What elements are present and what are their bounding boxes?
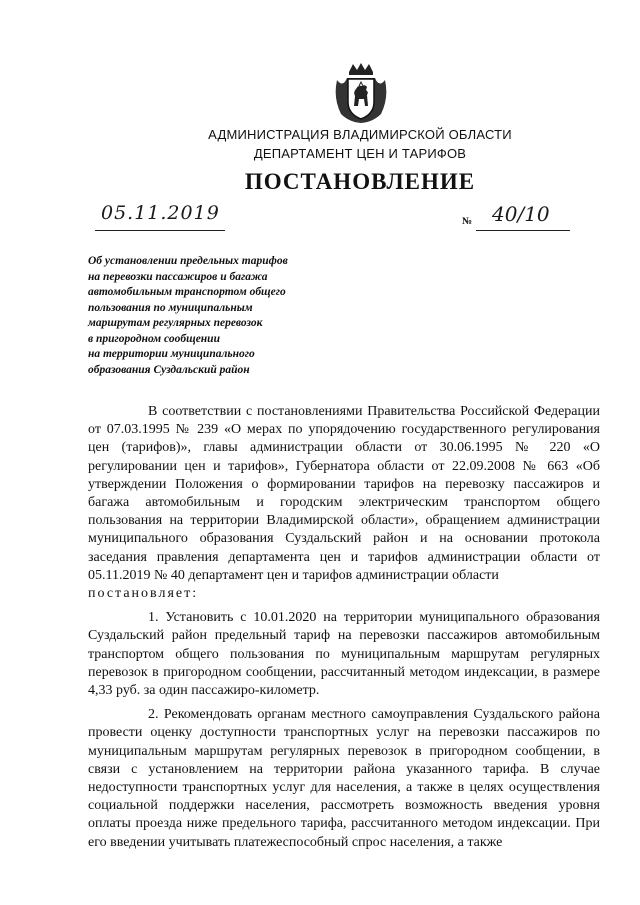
document-number: 40/10 xyxy=(492,202,550,226)
subject-line: в пригородном сообщении xyxy=(88,332,220,345)
coat-of-arms-icon xyxy=(331,62,391,124)
date-field xyxy=(95,202,225,231)
subject-line: автомобильным транспортом общего xyxy=(88,286,286,298)
number-field xyxy=(462,204,570,230)
subject-line: маршрутам регулярных перевозок xyxy=(88,317,263,329)
preamble-paragraph xyxy=(88,403,600,603)
number-underline xyxy=(476,204,570,231)
subject-line: Об установлении предельных тарифов xyxy=(88,255,288,267)
preamble-text: В соответствии с постановлениями Правительства Российской Федерации от 07.03.1995 № 239 «О мерах по упорядочению государственного регулирования цен (тарифов)», главы администрации области от 30.06.1995 № 220 «О регулировании цен и тарифов», Губернатора области от 22.09.2008 № 663 «Об утверждении Положения о формировании тарифов на перевозку пассажиров и багажа автомобильным и городским электрическим транспортом общего пользования на территории Владимирской области», обращением администрации муниципального образования Суздальский район и на основании протокола заседания правления департамента цен и тарифов администрации области от 05.11.2019 № 40 департамент цен и тарифов администрации области xyxy=(88,404,600,583)
subject-line: на территории муниципального xyxy=(88,348,255,360)
subject-line: на перевозки пассажиров и багажа xyxy=(88,270,268,283)
subject-line: пользования по муниципальным xyxy=(88,301,253,314)
number-label: № xyxy=(462,216,473,227)
document-type-title: ПОСТАНОВЛЕНИЕ xyxy=(244,169,476,194)
document-subject xyxy=(88,254,338,378)
document-date: 05.11.2019 xyxy=(101,202,220,224)
item-1-paragraph: 1. Установить с 10.01.2020 на территории муниципального образования Суздальский район предельный тариф на перевозки пассажиров автомобильным транспортом общего пользования по муниципальным маршрутам регулярных перевозок в пригородном сообщении, рассчитанный методом индексации, в размере 4,33 руб. за один пассажиро-километр. xyxy=(88,610,600,699)
document-body xyxy=(88,403,600,858)
item-2-paragraph: 2. Рекомендовать органам местного самоуправления Суздальского района провести оценку доступности транспортных услуг на перевозки пассажиров по муниципальным маршрутам регулярных перевозок в пригородном сообщении, в связи с установлением на территории района указанного тарифа. В случае недоступности транспортных услуг для населения, а также в целях осуществления социальной поддержки населения, рассмотреть возможность введения уровня оплаты проезда ниже предельного тарифа, рассчитанного методом индексации. При его введении учитывать платежеспособный спрос населения, а также xyxy=(88,707,600,850)
resolves-word: постановляет: xyxy=(88,586,199,602)
organization-name: АДМИНИСТРАЦИЯ ВЛАДИМИРСКОЙ ОБЛАСТИ xyxy=(208,127,512,142)
subject-line: образования Суздальский район xyxy=(88,363,250,376)
department-name: ДЕПАРТАМЕНТ ЦЕН И ТАРИФОВ xyxy=(253,146,467,161)
